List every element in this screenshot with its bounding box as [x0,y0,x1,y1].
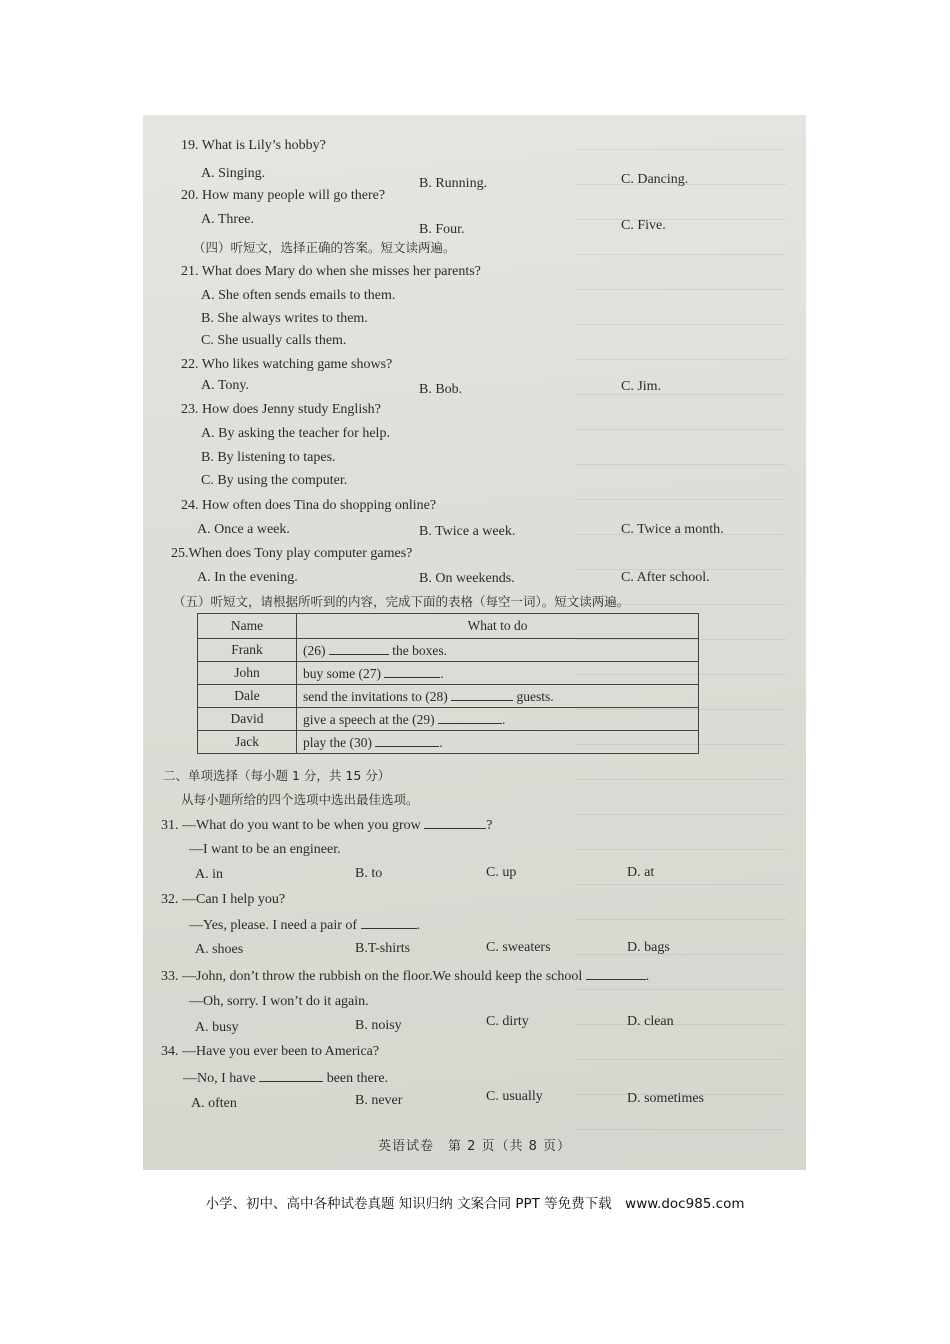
option-34a: A. often [191,1096,237,1111]
option-24b: B. Twice a week. [419,524,516,539]
question-19: 19. What is Lily’s hobby? [181,138,326,153]
option-33a: A. busy [195,1020,239,1035]
q32-reply [189,916,420,935]
question-23: 23. How does Jenny study English? [181,402,381,417]
option-33d: D. clean [627,1014,674,1029]
answer-blank-28[interactable] [451,688,513,701]
option-19b: B. Running. [419,176,488,191]
option-31b: B. to [355,866,383,881]
question-32: 32. —Can I help you? [161,892,286,907]
option-22c: C. Jim. [621,379,662,394]
answer-table [197,613,699,754]
task-text: (26) [303,642,326,658]
row-task [297,708,699,731]
task-text-end: guests. [516,688,554,704]
q32-end: . [416,918,421,933]
option-32c: C. sweaters [486,940,551,955]
q31-blank[interactable] [424,816,486,829]
exam-page-photo [143,115,806,1170]
q34-reply [183,1069,388,1088]
row-name: John [198,662,297,685]
option-31c: C. up [486,865,517,880]
task-text: play the (30) [303,734,372,750]
option-31a: A. in [195,867,223,882]
q34-end: been there. [326,1071,389,1086]
row-task [297,662,699,685]
option-24a: A. Once a week. [197,522,290,537]
answer-blank-30[interactable] [375,734,439,747]
row-task [297,639,699,662]
question-20: 20. How many people will go there? [181,188,386,203]
question-22: 22. Who likes watching game shows? [181,357,393,372]
table-header-row [198,614,699,639]
answer-blank-29[interactable] [438,711,502,724]
task-text: buy some (27) [303,665,381,681]
task-text-end: . [501,711,506,727]
option-33c: C. dirty [486,1014,529,1029]
row-task [297,685,699,708]
option-20b: B. Four. [419,222,465,237]
option-21b: B. She always writes to them. [201,311,368,326]
answer-blank-27[interactable] [384,665,440,678]
row-name: Jack [198,731,297,754]
option-21a: A. She often sends emails to them. [201,288,396,303]
section2-heading: 二、单项选择（每小题 1 分，共 15 分） [163,768,391,783]
q31-reply: —I want to be an engineer. [189,842,341,857]
question-31 [161,816,492,835]
option-25c: C. After school. [621,570,710,585]
option-19a: A. Singing. [201,166,266,181]
option-23a: A. By asking the teacher for help. [201,426,390,441]
option-20a: A. Three. [201,212,254,227]
header-name: Name [198,614,297,639]
row-name: David [198,708,297,731]
download-banner: 小学、初中、高中各种试卷真题 知识归纳 文案合同 PPT 等免费下载 www.doc985.com [205,1196,745,1212]
option-23b: B. By listening to tapes. [201,450,336,465]
part5-heading: （五）听短文，请根据所听到的内容，完成下面的表格（每空一词）。短文读两遍。 [173,594,630,609]
option-32d: D. bags [627,940,670,955]
part4-heading: （四）听短文，选择正确的答案。短文读两遍。 [193,240,456,255]
table-row [198,708,699,731]
row-name: Dale [198,685,297,708]
option-34b: B. never [355,1093,403,1108]
table-row [198,639,699,662]
table-row [198,685,699,708]
task-text-end: the boxes. [392,642,447,658]
option-22b: B. Bob. [419,382,463,397]
table-row [198,662,699,685]
q34-text: —No, I have [183,1071,256,1086]
option-21c: C. She usually calls them. [201,333,347,348]
option-23c: C. By using the computer. [201,473,348,488]
option-25b: B. On weekends. [419,571,515,586]
option-32b: B.T-shirts [355,941,411,956]
task-text: send the invitations to (28) [303,688,448,704]
task-text: give a speech at the (29) [303,711,435,727]
q33-reply: —Oh, sorry. I won’t do it again. [189,994,369,1009]
question-34: 34. —Have you ever been to America? [161,1044,380,1059]
option-32a: A. shoes [195,942,244,957]
row-name: Frank [198,639,297,662]
q34-blank[interactable] [259,1069,323,1082]
q33-text: 33. —John, don’t throw the rubbish on the floor.We should keep the school [161,969,583,984]
task-text-end: . [439,734,443,750]
row-task [297,731,699,754]
answer-blank-26[interactable] [329,642,389,655]
q33-blank[interactable] [586,967,646,980]
option-31d: D. at [627,865,655,880]
table-row [198,731,699,754]
option-24c: C. Twice a month. [621,522,724,537]
option-34d: D. sometimes [627,1091,704,1106]
section2-instruction: 从每小题所给的四个选项中选出最佳选项。 [181,792,419,807]
task-text-end: . [440,665,444,681]
q32-text: —Yes, please. I need a pair of [189,918,358,933]
option-22a: A. Tony. [201,378,250,393]
q31-text: 31. —What do you want to be when you grow [161,818,421,833]
q31-end: ? [486,818,493,833]
q33-end: . [645,969,650,984]
option-20c: C. Five. [621,218,666,233]
question-25: 25.When does Tony play computer games? [171,546,413,561]
option-25a: A. In the evening. [197,570,298,585]
option-33b: B. noisy [355,1018,402,1033]
header-what: What to do [297,614,699,639]
question-21: 21. What does Mary do when she misses her parents? [181,264,481,279]
page-number-footer: 英语试卷 第 2 页（共 8 页） [377,1139,572,1154]
option-19c: C. Dancing. [621,172,689,187]
option-34c: C. usually [486,1089,543,1104]
question-24: 24. How often does Tina do shopping online? [181,498,437,513]
question-33 [161,967,649,986]
q32-blank[interactable] [361,916,417,929]
